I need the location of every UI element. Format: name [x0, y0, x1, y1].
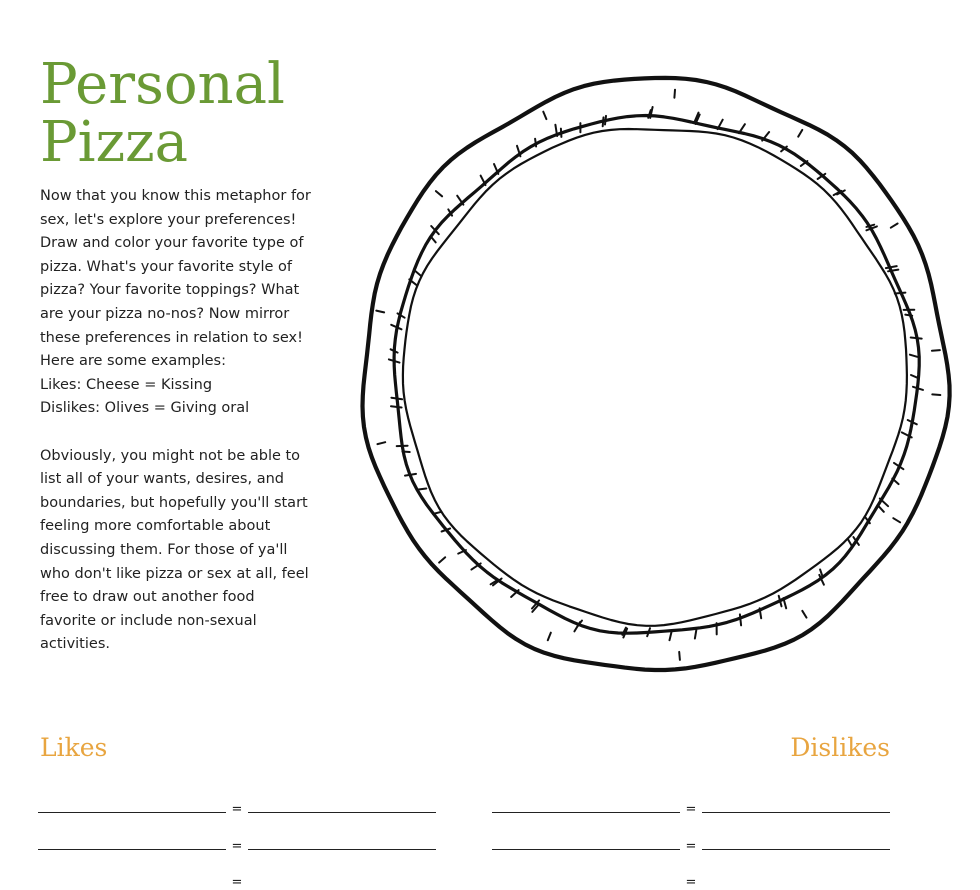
intro-line: Here are some examples:: [40, 350, 340, 374]
crust-tick: [878, 505, 884, 512]
dislikes-row: [492, 832, 892, 850]
intro-line: pizza? Your favorite toppings? What: [40, 279, 340, 303]
intro-line: feeling more comfortable about: [40, 515, 340, 539]
dislikes-item-field[interactable]: [492, 849, 680, 850]
intro-line: are your pizza no-nos? Now mirror: [40, 303, 340, 327]
intro-line: who don't like pizza or sex at all, feel: [40, 563, 340, 587]
intro-line: discussing them. For those of ya'll: [40, 539, 340, 563]
intro-line: list all of your wants, desires, and: [40, 468, 340, 492]
crust-tick: [802, 611, 806, 618]
title-line-2: Pizza: [40, 114, 285, 172]
intro-line: Obviously, you might not be able to: [40, 445, 340, 469]
crust-tick: [910, 355, 917, 357]
crust-tick: [405, 474, 416, 476]
likes-row: [38, 868, 438, 886]
intro-line: Now that you know this metaphor for: [40, 185, 340, 209]
crust-tick: [740, 614, 741, 625]
crust-tick: [431, 236, 436, 242]
paragraph-gap: [40, 421, 340, 445]
crust-tick: [905, 315, 912, 316]
likes-meaning-field[interactable]: [248, 812, 436, 813]
intro-line: boundaries, but hopefully you'll start: [40, 492, 340, 516]
title-line-1: Personal: [40, 56, 285, 114]
crust-tick: [932, 394, 940, 395]
crust-tick: [895, 293, 906, 294]
crust-tick: [439, 557, 445, 562]
intro-text: [40, 185, 340, 657]
dislikes-meaning-field[interactable]: [702, 849, 890, 850]
intro-line: these preferences in relation to sex!: [40, 327, 340, 351]
crust-tick: [561, 129, 562, 137]
crust-tick: [376, 311, 384, 313]
page-title: [40, 56, 285, 172]
intro-line: Draw and color your favorite type of: [40, 232, 340, 256]
crust-tick: [402, 452, 409, 453]
crust-tick: [543, 112, 546, 119]
crust-tick: [670, 632, 672, 641]
crust-tick: [603, 117, 604, 126]
crust-tick: [848, 540, 852, 547]
crust-tick: [674, 90, 675, 98]
crust-tick: [932, 350, 940, 351]
crust-tick: [535, 139, 536, 147]
equals-sign: =: [685, 875, 697, 890]
intro-line: free to draw out another food: [40, 586, 340, 610]
crust-tick: [391, 406, 402, 407]
crust-tick: [798, 130, 802, 137]
dislikes-item-field[interactable]: [492, 812, 680, 813]
crust-tick: [414, 270, 421, 276]
likes-heading: Likes: [40, 733, 107, 762]
crust-tick: [911, 375, 917, 378]
intro-line: activities.: [40, 633, 340, 657]
dislikes-heading: Dislikes: [790, 733, 890, 762]
intro-line: Likes: Cheese = Kissing: [40, 374, 340, 398]
crust-tick: [891, 224, 898, 228]
crust-texture: [376, 90, 940, 660]
intro-line: sex, let's explore your preferences!: [40, 209, 340, 233]
equals-sign: =: [685, 839, 697, 854]
intro-line: Dislikes: Olives = Giving oral: [40, 397, 340, 421]
crust-tick: [695, 630, 696, 638]
crust-tick: [378, 442, 386, 444]
intro-line: pizza. What's your favorite style of: [40, 256, 340, 280]
outer-crust: [363, 78, 950, 670]
likes-meaning-field[interactable]: [248, 849, 436, 850]
crust-tick: [886, 266, 897, 268]
crust-tick: [893, 518, 900, 522]
equals-sign: =: [231, 802, 243, 817]
equals-sign: =: [685, 802, 697, 817]
dislikes-meaning-field[interactable]: [702, 812, 890, 813]
equals-sign: =: [231, 875, 243, 890]
crust-tick: [418, 489, 426, 490]
likes-item-field[interactable]: [38, 812, 226, 813]
likes-row: [38, 795, 438, 813]
crust-tick: [647, 628, 650, 636]
crust-tick: [605, 116, 606, 125]
intro-line: favorite or include non-sexual: [40, 610, 340, 634]
inner-crust-inner-edge: [403, 129, 907, 626]
dislikes-row: [492, 868, 892, 886]
dislikes-row: [492, 795, 892, 813]
crust-tick: [436, 191, 442, 196]
equals-sign: =: [231, 839, 243, 854]
likes-item-field[interactable]: [38, 849, 226, 850]
crust-tick: [548, 633, 551, 641]
pizza-outline-icon[interactable]: [350, 70, 960, 680]
crust-tick: [391, 398, 402, 400]
crust-tick: [779, 596, 782, 607]
crust-tick: [911, 338, 922, 339]
crust-tick: [679, 652, 680, 660]
likes-row: [38, 832, 438, 850]
